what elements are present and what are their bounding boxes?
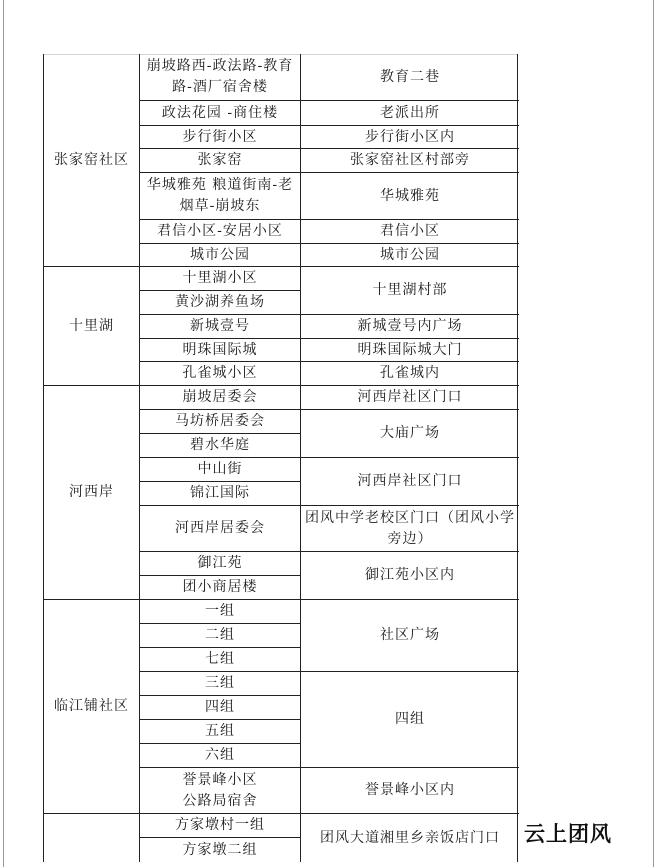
location-cell: 河西岸社区门口 <box>301 458 519 506</box>
area-cell: 四组 <box>140 696 301 720</box>
area-cell: 城市公园 <box>140 244 301 267</box>
location-cell: 新城壹号内广场 <box>301 315 519 339</box>
location-cell: 团风中学老校区门口（团风小学旁边） <box>301 506 519 552</box>
station-table <box>43 48 518 862</box>
area-cell: 御江苑 <box>140 552 301 576</box>
area-cell: 马坊桥居委会 <box>140 410 301 434</box>
location-cell: 明珠国际城大门 <box>301 339 519 362</box>
area-cell: 团小商居楼 <box>140 576 301 600</box>
watermark-logo: 云上团风 <box>524 822 612 846</box>
location-cell: 张家窑社区村部旁 <box>301 149 519 173</box>
community-cell: 张家窑社区 <box>44 54 140 267</box>
area-cell: 黄沙湖养鱼场 <box>140 291 301 315</box>
community-cell: 临江铺社区 <box>44 600 140 814</box>
location-cell: 河西岸社区门口 <box>301 386 519 410</box>
area-cell: 明珠国际城 <box>140 339 301 362</box>
area-cell: 方家墩村一组 <box>140 814 301 838</box>
area-cell: 方家墩二组 <box>140 838 301 862</box>
location-cell: 誉景峰小区内 <box>301 768 519 814</box>
location-cell: 十里湖村部 <box>301 267 519 315</box>
location-cell: 教育二巷 <box>301 54 519 101</box>
area-cell: 君信小区-安居小区 <box>140 220 301 244</box>
area-cell: 七组 <box>140 648 301 672</box>
area-cell: 政法花园 -商住楼 <box>140 101 301 126</box>
area-cell: 三组 <box>140 672 301 696</box>
community-cell: 十里湖 <box>44 267 140 386</box>
area-cell: 五组 <box>140 720 301 744</box>
area-cell: 步行街小区 <box>140 126 301 149</box>
area-clipped-line: …… <box>210 48 230 58</box>
location-cell: 城市公园 <box>301 244 519 267</box>
area-cell: 二组 <box>140 624 301 648</box>
area-cell: 十里湖小区 <box>140 267 301 291</box>
area-cell: 中山街 <box>140 458 301 482</box>
location-cell: 社区广场 <box>301 600 519 672</box>
area-text: 崩坡路西-政法路-教育路-酒厂宿舍楼 <box>146 58 294 95</box>
location-cell: 四组 <box>301 672 519 768</box>
community-cell: 河西岸 <box>44 386 140 600</box>
location-cell: 老派出所 <box>301 101 519 126</box>
location-cell: 大庙广场 <box>301 410 519 458</box>
area-cell: 河西岸居委会 <box>140 506 301 552</box>
location-cell: 孔雀城内 <box>301 362 519 386</box>
area-cell: 一组 <box>140 600 301 624</box>
location-cell: 步行街小区内 <box>301 126 519 149</box>
area-cell <box>140 48 301 101</box>
area-cell: 锦江国际 <box>140 482 301 506</box>
area-cell: 六组 <box>140 744 301 768</box>
area-cell: 誉景峰小区 公路局宿舍 <box>140 768 301 814</box>
area-cell: 孔雀城小区 <box>140 362 301 386</box>
area-cell: 张家窑 <box>140 149 301 173</box>
area-cell: 华城雅苑 粮道街南-老烟草-崩坡东 <box>140 173 301 220</box>
location-cell: 团风大道湘里乡亲饭店门口 <box>320 829 500 846</box>
location-cell: 御江苑小区内 <box>301 552 519 600</box>
area-cell: 崩坡居委会 <box>140 386 301 410</box>
community-cell-continued <box>44 814 140 862</box>
area-cell: 新城壹号 <box>140 315 301 339</box>
location-cell: 君信小区 <box>301 220 519 244</box>
area-cell: 碧水华庭 <box>140 434 301 458</box>
location-cell: 华城雅苑 <box>301 173 519 220</box>
